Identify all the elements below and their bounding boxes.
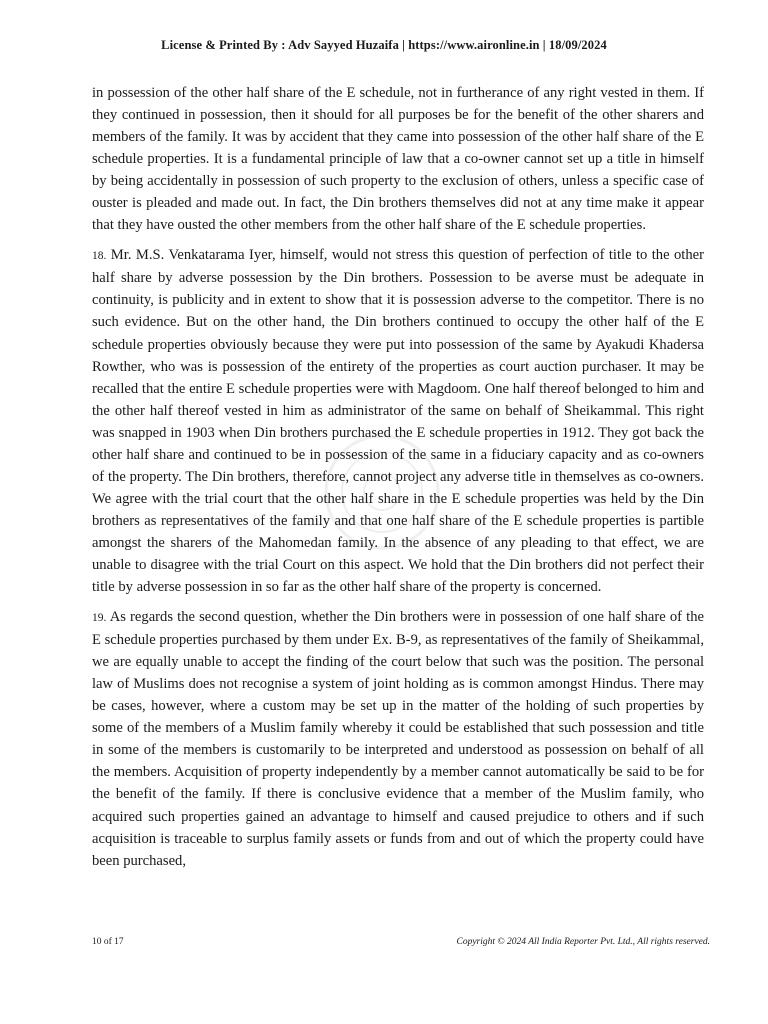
judgment-body (92, 82, 704, 880)
paragraph-text: As regards the second question, whether the Din brothers were in possession of one half share of the E schedule properties purchased by them under Ex. B-9, as representatives of the family of Sheikammal, we are equally unable to accept the finding of the court below that such was the position. The personal law of Muslims does not recognise a system of joint holding as is common amongst Hindus. There may be cases, however, where a custom may be set up in the matter of the holding of such properties by some of the members of a Muslim family whereby it could be established that such possession and title in some of the members is customarily to be interpreted and understood as possession on behalf of all the members. Acquisition of property independently by a member cannot automatically be said to be for the benefit of the family. If there is conclusive evidence that a member of the Muslim family, who acquired such properties gained an advantage to himself and caused prejudice to others and if such acquisition is traceable to surplus family assets or funds from and out of which the property could have been purchased, (92, 609, 704, 869)
license-header: License & Printed By : Adv Sayyed Huzaifa | https://www.aironline.in | 18/09/2024 (161, 38, 607, 52)
copyright-notice: Copyright © 2024 All India Reporter Pvt. Ltd., All rights reserved. (456, 937, 710, 947)
paragraph-19 (92, 606, 704, 872)
paragraph-18 (92, 244, 704, 598)
paragraph-number: 19. (92, 612, 107, 625)
paragraph-continuation: in possession of the other half share of the E schedule, not in furtherance of any right vested in them. If they continued in possession, then it should for all purposes be for the benefit of the other sharers and members of the family. It was by accident that they came into possession of the other half share of the E schedule properties. It is a fundamental principle of law that a co-owner cannot set up a title in himself by being accidentally in possession of such property to the exclusion of others, unless a specific case of ouster is pleaded and made out. In fact, the Din brothers themselves did not at any time make it appear that they have ousted the other members from the other half share of the E schedule properties. (92, 85, 704, 234)
paragraph-number: 18. (92, 250, 107, 263)
paragraph-text: Mr. M.S. Venkatarama Iyer, himself, would not stress this question of perfection of title to the other half share by adverse possession by the Din brothers. Possession to be averse must be adequate in continuity, is publicity and in extent to show that it is possession adverse to the competitor. There is no such evidence. But on the other hand, the Din brothers continued to occupy the other half of the E schedule properties obviously because they were put into possession of the same by Ayakudi Khadersa Rowther, who was is possession of the entirety of the properties as court auction purchaser. It may be recalled that the entire E schedule properties were with Magdoom. One half thereof belonged to him and the other half thereof vested in him as administrator of the same on behalf of Sheikammal. This right was snapped in 1903 when Din brothers purchased the E schedule properties in 1912. They got back the other half share and continued to be in possession of the same in a fiduciary capacity and as co-owners of the property. The Din brothers, therefore, cannot project any adverse title in themselves as co-owners. We agree with the trial court that the other half share in the E schedule properties was held by the Din brothers as representatives of the family and that one half share of the E schedule properties is partible amongst the sharers of the Mahomedan family. In the absence of any pleading to that effect, we are unable to disagree with the trial Court on this aspect. We hold that the Din brothers did not perfect their title by adverse possession in so far as the other half share of the property is concerned. (92, 247, 704, 596)
page-number: 10 of 17 (92, 937, 124, 947)
